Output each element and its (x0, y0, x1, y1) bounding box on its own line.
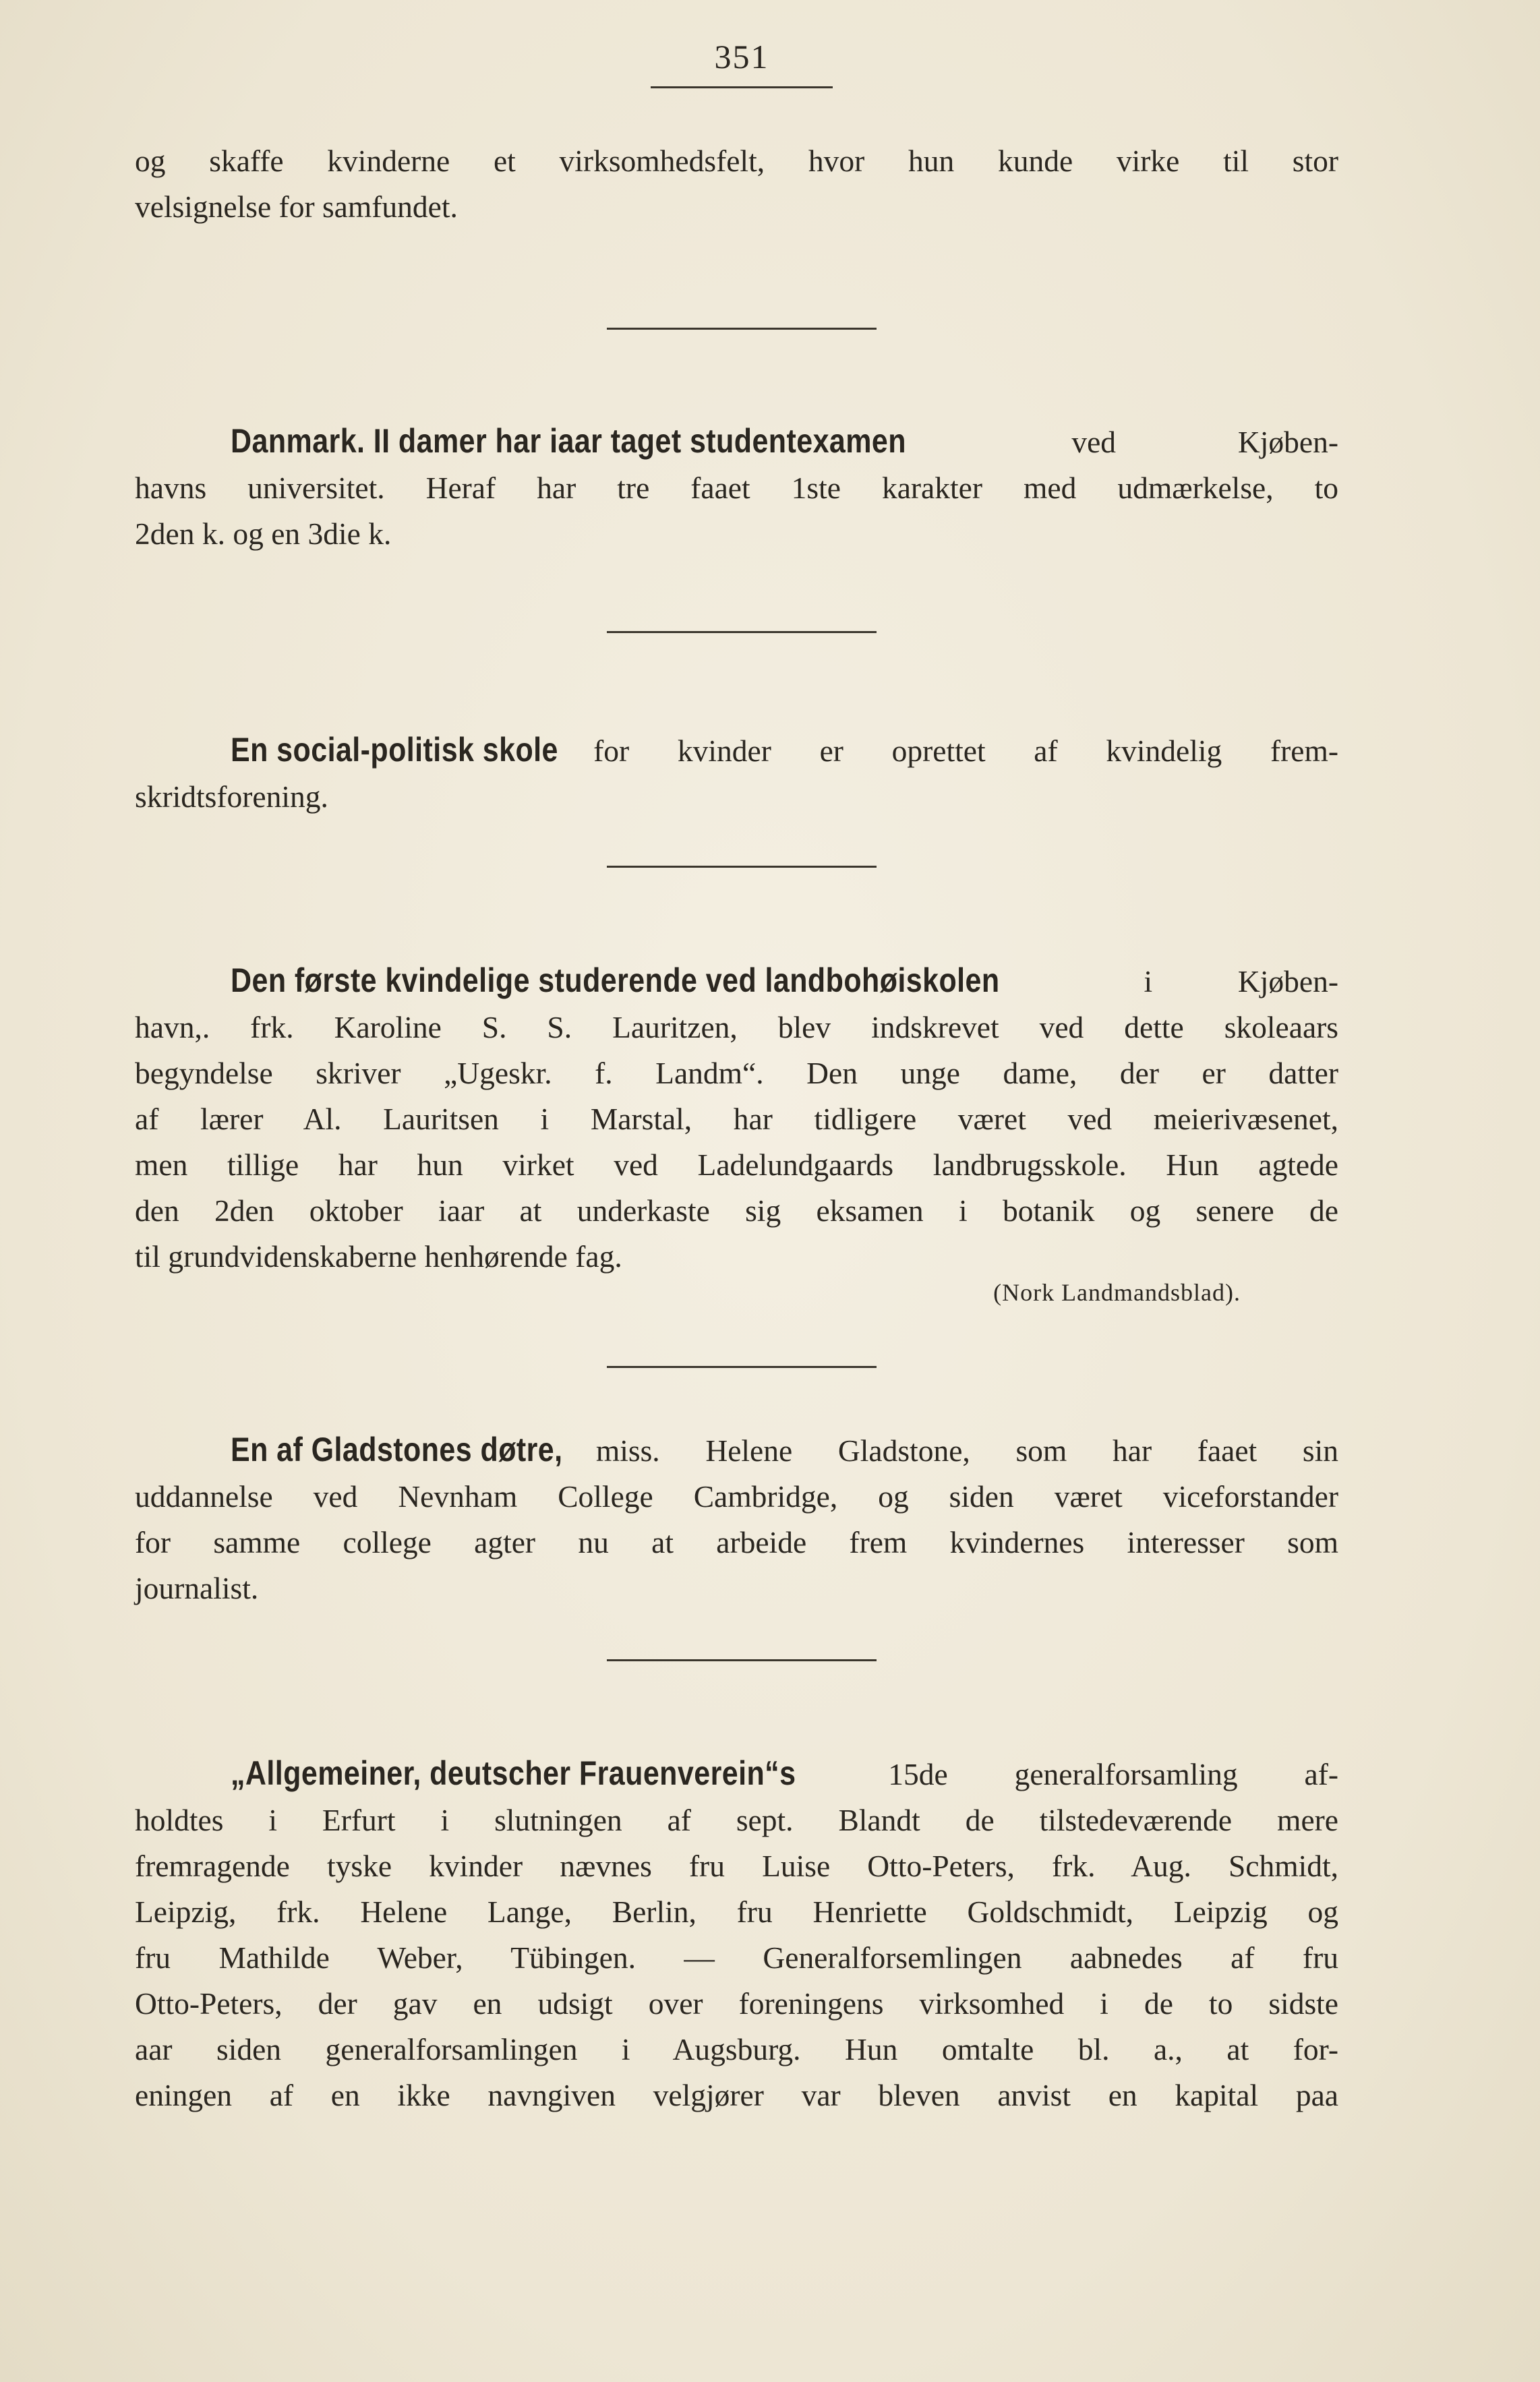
text-line: miss. Helene Gladstone, som har faaet sin (550, 1433, 1338, 1468)
text-line: i Kjøben- (1058, 964, 1338, 999)
text-line: fremragende tyske kvinder nævnes fru Luise Otto-Peters, frk. Aug. Schmidt, (135, 1849, 1338, 1883)
text-line: aar siden generalforsamlingen i Augsburg. Hun omtalte bl. a., at for- (135, 2032, 1338, 2066)
text-line: havn,. frk. Karoline S. S. Lauritzen, blev indskrevet ved dette skoleaars (135, 1010, 1338, 1044)
paragraph-heading: „Allgemeiner, deutscher Frauenverein“s (231, 1754, 796, 1792)
section-divider (607, 866, 877, 868)
section-divider (607, 1659, 877, 1661)
paragraph-heading: Danmark. II damer har iaar taget studentexamen (231, 422, 906, 460)
text-line: men tillige har hun virket ved Ladelundgaards landbrugsskole. Hun agtede (135, 1148, 1338, 1182)
section-divider (607, 328, 877, 330)
text-line: ved Kjøben- (949, 425, 1338, 459)
paragraph-heading: En social-politisk skole (231, 731, 558, 769)
text-line: til grundvidenskaberne henhørende fag. (135, 1239, 622, 1274)
paragraph-social-skole (135, 727, 1338, 820)
text-line: og skaffe kvinderne et virksomhedsfelt, hvor hun kunde virke til stor (135, 144, 1338, 178)
paragraph-continuation (135, 138, 1338, 230)
text-line: af lærer Al. Lauritsen i Marstal, har tidligere været ved meierivæsenet, (135, 1102, 1338, 1136)
text-line: fru Mathilde Weber, Tübingen. — Generalforsemlingen aabnedes af fru (135, 1940, 1338, 1975)
text-line: Leipzig, frk. Helene Lange, Berlin, fru Henriette Goldschmidt, Leipzig og (135, 1895, 1338, 1929)
paragraph-heading: En af Gladstones døtre, (231, 1431, 563, 1468)
page-number-rule (651, 86, 833, 88)
text-line: uddannelse ved Nevnham College Cambridge, og siden været viceforstander (135, 1479, 1338, 1514)
text-line: begyndelse skriver „Ugeskr. f. Landm“. Den unge dame, der er datter (135, 1056, 1338, 1090)
source-citation: (Nork Landmandsblad). (993, 1279, 1241, 1306)
text-line: Otto-Peters, der gav en udsigt over foreningens virksomhed i de to sidste (135, 1986, 1338, 2021)
text-line: den 2den oktober iaar at underkaste sig eksamen i botanik og senere de (135, 1193, 1338, 1228)
text-line: eningen af en ikke navngiven velgjører var bleven anvist en kapital paa (135, 2078, 1338, 2112)
text-line: havns universitet. Heraf har tre faaet 1ste karakter med udmærkelse, to (135, 471, 1338, 505)
text-line: velsignelse for samfundet. (135, 189, 458, 224)
page-number: 351 (714, 38, 769, 76)
paragraph-landbohoiskolen (135, 957, 1338, 1280)
text-line: journalist. (135, 1571, 259, 1605)
paragraph-heading: Den første kvindelige studerende ved landbohøiskolen (231, 961, 1000, 999)
paragraph-frauenverein (135, 1750, 1338, 2118)
section-divider (607, 631, 877, 633)
paragraph-danmark (135, 418, 1338, 557)
text-line: for samme college agter nu at arbeide frem kvindernes interesser som (135, 1525, 1338, 1559)
text-line: 15de generalforsamling af- (821, 1757, 1338, 1791)
paragraph-gladstone (135, 1427, 1338, 1611)
text-line: 2den k. og en 3die k. (135, 516, 392, 551)
section-divider (607, 1366, 877, 1368)
text-line: skridtsforening. (135, 779, 328, 814)
text-line: for kvinder er oprettet af kvindelig frem- (545, 734, 1338, 768)
text-line: holdtes i Erfurt i slutningen af sept. Blandt de tilstedeværende mere (135, 1803, 1338, 1837)
